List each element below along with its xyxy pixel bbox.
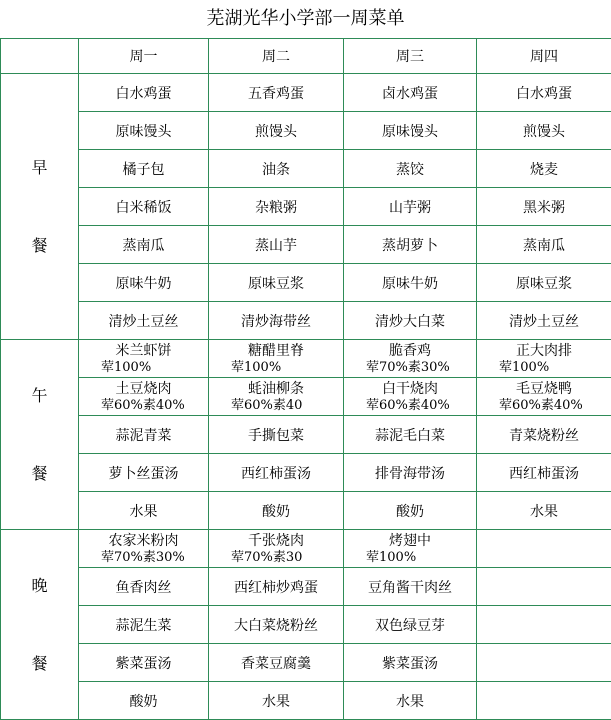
dish-cell: [209, 492, 344, 530]
dish-cell: [209, 454, 344, 492]
dish-name: 油条: [262, 162, 290, 178]
dish-name: 五香鸡蛋: [248, 86, 304, 102]
dish-cell: [79, 416, 209, 454]
dish-cell: [344, 264, 477, 302]
dish-name: 原味馒头: [116, 124, 172, 140]
dish-name: 原味牛奶: [116, 276, 172, 292]
dish-cell: [477, 378, 611, 416]
menu-row: [1, 188, 611, 226]
dish-name: 山芋粥: [389, 200, 431, 216]
dish-name: 蒸饺: [396, 162, 424, 178]
dish-name: 杂粮粥: [255, 200, 297, 216]
menu-row: [1, 644, 611, 682]
dish-cell: [79, 150, 209, 188]
dish-cell: [209, 302, 344, 340]
dish-cell: [209, 188, 344, 226]
dish-name: 双色绿豆芽: [375, 618, 445, 634]
menu-row: [1, 226, 611, 264]
dish-cell: [477, 606, 611, 644]
dish-name: 鱼香肉丝: [116, 580, 172, 596]
menu-row: [1, 682, 611, 720]
meal-label-top: 午: [1, 386, 78, 405]
dish-name: 清炒海带丝: [241, 314, 311, 330]
day-header: 周三: [344, 39, 477, 74]
dish-name: 清炒土豆丝: [109, 314, 179, 330]
dish-cell: [477, 264, 611, 302]
dish-cell: [477, 416, 611, 454]
dish-name: 蒸南瓜: [123, 238, 165, 254]
dish-cell: [477, 454, 611, 492]
dish-name: 卤水鸡蛋: [382, 86, 438, 102]
dish-cell: [79, 378, 209, 416]
dish-name: 酸奶: [262, 504, 290, 520]
dish-name: 橘子包: [123, 162, 165, 178]
dish-cell: [209, 682, 344, 720]
dish-cell: [344, 302, 477, 340]
dish-cell: [209, 112, 344, 150]
dish-name: 萝卜丝蛋汤: [109, 466, 179, 482]
dish-cell: [477, 226, 611, 264]
dish-cell: [477, 188, 611, 226]
dish-cell: [344, 416, 477, 454]
dish-name: 千张烧肉: [209, 532, 343, 550]
dish-name: 原味豆浆: [516, 276, 572, 292]
dish-ratio: 荤100%: [344, 550, 476, 565]
day-header: 周四: [477, 39, 611, 74]
dish-name: 白水鸡蛋: [516, 86, 572, 102]
dish-cell: [209, 606, 344, 644]
dish-name: 清炒土豆丝: [509, 314, 579, 330]
menu-row: [1, 568, 611, 606]
dish-name: 蒸胡萝卜: [382, 238, 438, 254]
dish-name: 清炒大白菜: [375, 314, 445, 330]
dish-name: 农家米粉肉: [79, 532, 208, 550]
dish-cell: [79, 340, 209, 378]
dish-ratio: 荤60%素40%: [477, 398, 611, 413]
dish-cell: [344, 530, 477, 568]
dish-name: 煎馒头: [255, 124, 297, 140]
dish-name: 蒸南瓜: [523, 238, 565, 254]
dish-cell: [344, 378, 477, 416]
dish-cell: [477, 74, 611, 112]
dish-cell: [79, 112, 209, 150]
dish-cell: [209, 74, 344, 112]
menu-row: [1, 378, 611, 416]
dish-name: 手撕包菜: [248, 428, 304, 444]
dish-ratio: 荤100%: [79, 360, 208, 375]
dish-name: 土豆烧肉: [79, 380, 208, 398]
header-corner: [1, 39, 79, 74]
dish-name: 水果: [130, 504, 158, 520]
dish-name: 大白菜烧粉丝: [234, 618, 318, 634]
dish-name: 排骨海带汤: [375, 466, 445, 482]
dish-name: 煎馒头: [523, 124, 565, 140]
dish-name: 水果: [262, 694, 290, 710]
dish-name: 蒜泥毛白菜: [375, 428, 445, 444]
dish-cell: [344, 682, 477, 720]
dish-cell: [209, 264, 344, 302]
dish-cell: [344, 606, 477, 644]
dish-name: 酸奶: [396, 504, 424, 520]
dish-name: 水果: [530, 504, 558, 520]
dish-cell: [344, 644, 477, 682]
dish-cell: [209, 150, 344, 188]
dish-ratio: 荤70%素30: [209, 550, 343, 565]
dish-cell: [209, 568, 344, 606]
menu-table: [0, 38, 611, 720]
dish-name: 豆角酱干肉丝: [368, 580, 452, 596]
dish-cell: [79, 226, 209, 264]
dish-cell: [79, 606, 209, 644]
dish-name: 青菜烧粉丝: [509, 428, 579, 444]
dish-cell: [79, 454, 209, 492]
dish-cell: [477, 682, 611, 720]
menu-row: [1, 74, 611, 112]
dish-cell: [344, 112, 477, 150]
page-title: 芜湖光华小学部一周菜单: [0, 0, 611, 38]
dish-ratio: 荤60%素40: [209, 398, 343, 413]
dish-name: 西红柿炒鸡蛋: [234, 580, 318, 596]
menu-row: [1, 302, 611, 340]
dish-cell: [79, 568, 209, 606]
dish-cell: [79, 492, 209, 530]
dish-cell: [477, 530, 611, 568]
dish-name: 香菜豆腐羹: [241, 656, 311, 672]
header-row: [1, 39, 611, 74]
dish-cell: [477, 340, 611, 378]
meal-label-bottom: 餐: [1, 464, 78, 483]
meal-label: [1, 340, 79, 530]
dish-cell: [477, 492, 611, 530]
dish-cell: [79, 644, 209, 682]
menu-row: [1, 264, 611, 302]
menu-row: [1, 416, 611, 454]
dish-name: 脆香鸡: [344, 342, 476, 360]
menu-row: [1, 150, 611, 188]
dish-cell: [79, 74, 209, 112]
dish-cell: [344, 492, 477, 530]
day-header: 周一: [79, 39, 209, 74]
dish-cell: [79, 302, 209, 340]
dish-name: 原味豆浆: [248, 276, 304, 292]
dish-name: 白水鸡蛋: [116, 86, 172, 102]
dish-ratio: 荤60%素40%: [79, 398, 208, 413]
dish-cell: [477, 112, 611, 150]
dish-cell: [209, 378, 344, 416]
dish-cell: [209, 416, 344, 454]
meal-label-bottom: 餐: [1, 654, 78, 673]
dish-cell: [209, 530, 344, 568]
menu-row: [1, 112, 611, 150]
dish-name: 黑米粥: [523, 200, 565, 216]
menu-row: [1, 530, 611, 568]
dish-name: 白干烧肉: [344, 380, 476, 398]
dish-name: 原味馒头: [382, 124, 438, 140]
dish-ratio: 荤100%: [209, 360, 343, 375]
menu-row: [1, 454, 611, 492]
dish-ratio: 荤70%素30%: [79, 550, 208, 565]
dish-ratio: 荤100%: [477, 360, 611, 375]
dish-cell: [344, 226, 477, 264]
dish-name: 紫菜蛋汤: [382, 656, 438, 672]
dish-cell: [344, 340, 477, 378]
meal-label: [1, 530, 79, 720]
dish-cell: [344, 454, 477, 492]
meal-label: [1, 74, 79, 340]
dish-name: 酸奶: [130, 694, 158, 710]
dish-cell: [477, 150, 611, 188]
dish-cell: [344, 74, 477, 112]
dish-name: 毛豆烧鸭: [477, 380, 611, 398]
day-header: 周二: [209, 39, 344, 74]
menu-row: [1, 340, 611, 378]
dish-name: 原味牛奶: [382, 276, 438, 292]
meal-label-bottom: 餐: [1, 236, 78, 255]
dish-cell: [209, 340, 344, 378]
dish-cell: [79, 530, 209, 568]
dish-name: 白米稀饭: [116, 200, 172, 216]
dish-name: 蒸山芋: [255, 238, 297, 254]
dish-cell: [477, 644, 611, 682]
dish-cell: [209, 226, 344, 264]
dish-name: 蒜泥青菜: [116, 428, 172, 444]
meal-label-top: 早: [1, 158, 78, 177]
dish-name: 米兰虾饼: [79, 342, 208, 360]
dish-name: 蚝油柳条: [209, 380, 343, 398]
dish-name: 糖醋里脊: [209, 342, 343, 360]
dish-name: 烤翅中: [344, 532, 476, 550]
menu-row: [1, 492, 611, 530]
dish-name: 正大肉排: [477, 342, 611, 360]
dish-name: 烧麦: [530, 162, 558, 178]
dish-name: 西红柿蛋汤: [241, 466, 311, 482]
dish-cell: [344, 150, 477, 188]
dish-name: 西红柿蛋汤: [509, 466, 579, 482]
dish-cell: [344, 188, 477, 226]
menu-row: [1, 606, 611, 644]
dish-cell: [477, 302, 611, 340]
dish-cell: [209, 644, 344, 682]
dish-cell: [344, 568, 477, 606]
dish-name: 蒜泥生菜: [116, 618, 172, 634]
meal-label-top: 晚: [1, 576, 78, 595]
dish-name: 紫菜蛋汤: [116, 656, 172, 672]
dish-name: 水果: [396, 694, 424, 710]
dish-ratio: 荤70%素30%: [344, 360, 476, 375]
dish-cell: [79, 682, 209, 720]
dish-cell: [79, 264, 209, 302]
dish-cell: [477, 568, 611, 606]
dish-ratio: 荤60%素40%: [344, 398, 476, 413]
dish-cell: [79, 188, 209, 226]
